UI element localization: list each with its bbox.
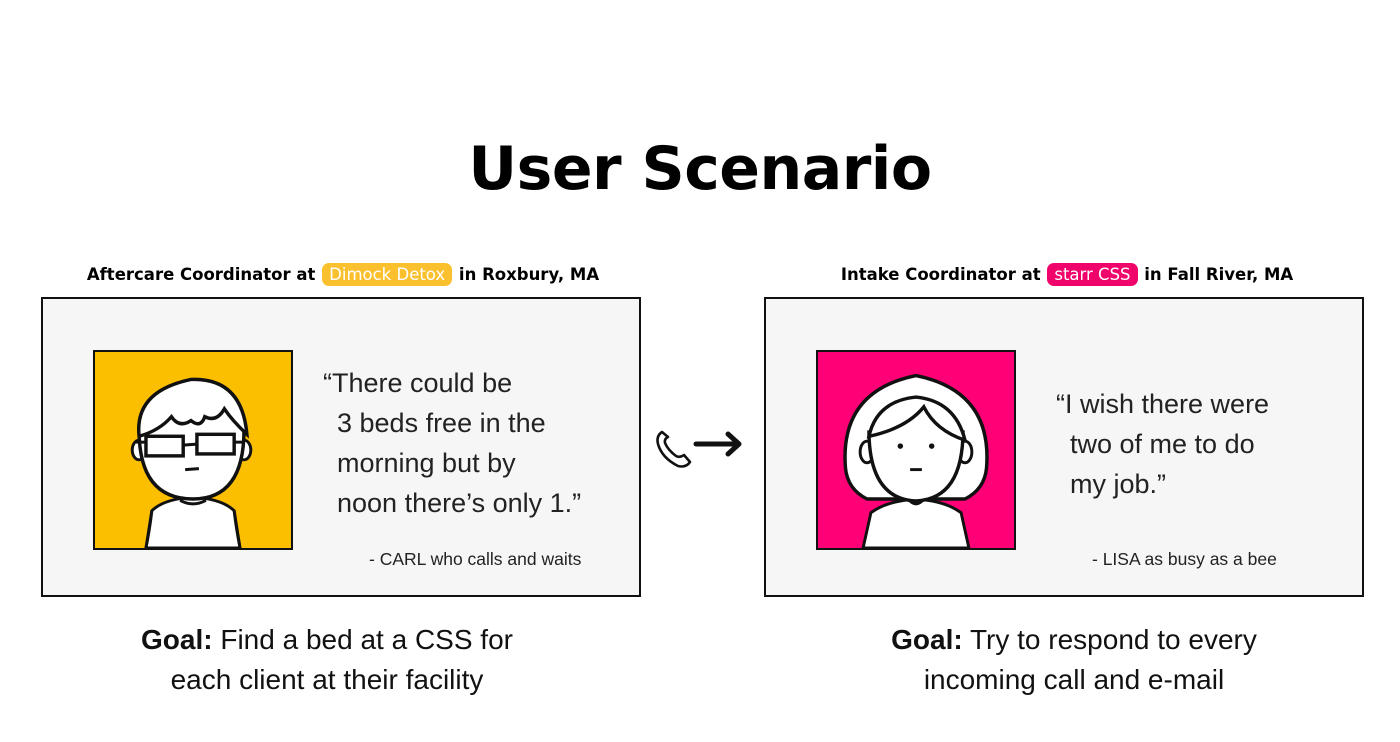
goal-text: Find a bed at a CSS for	[220, 624, 513, 655]
quote-line: two of me to do	[1070, 429, 1255, 459]
goal-label: Goal:	[891, 624, 963, 655]
right-arrow-icon	[696, 434, 739, 454]
goal-line	[41, 620, 613, 660]
attribution-lisa: - LISA as busy as a bee	[1092, 549, 1277, 569]
role-prefix: Intake Coordinator at	[840, 265, 1041, 284]
goal-carl	[41, 620, 613, 700]
quote-line: 3 beds free in the	[337, 408, 546, 438]
quote-line: morning but by	[337, 448, 516, 478]
attribution-carl: - CARL who calls and waits	[369, 549, 582, 569]
role-line-lisa	[764, 263, 1370, 286]
persona-card-lisa	[764, 297, 1364, 597]
role-line-carl	[40, 263, 646, 286]
quote-lisa	[1056, 384, 1269, 504]
goal-line: each client at their facility	[170, 664, 484, 695]
role-prefix: Aftercare Coordinator at	[86, 265, 316, 284]
phone-icon	[658, 432, 691, 467]
goal-text: Try to respond to every	[969, 624, 1257, 655]
role-suffix: in Fall River, MA	[1144, 265, 1294, 284]
quote-line: my job.”	[1070, 469, 1167, 499]
quote-line: “I wish there were	[1056, 389, 1270, 419]
avatar-carl	[93, 350, 293, 550]
org-badge-dimock: Dimock Detox	[322, 263, 452, 286]
org-badge-starr: starr CSS	[1047, 263, 1137, 286]
page-title: User Scenario	[468, 134, 932, 204]
avatar-lisa	[816, 350, 1016, 550]
goal-line: incoming call and e-mail	[923, 664, 1225, 695]
lisa-illustration	[818, 352, 1014, 548]
quote-line: noon there’s only 1.”	[337, 488, 582, 518]
persona-card-carl	[41, 297, 641, 597]
role-suffix: in Roxbury, MA	[458, 265, 600, 284]
quote-carl	[323, 363, 581, 523]
goal-label: Goal:	[141, 624, 213, 655]
phone-arrow-connector	[652, 422, 748, 472]
goal-line	[764, 620, 1384, 660]
goal-lisa	[764, 620, 1384, 700]
quote-line: “There could be	[323, 368, 513, 398]
carl-illustration	[95, 352, 291, 548]
